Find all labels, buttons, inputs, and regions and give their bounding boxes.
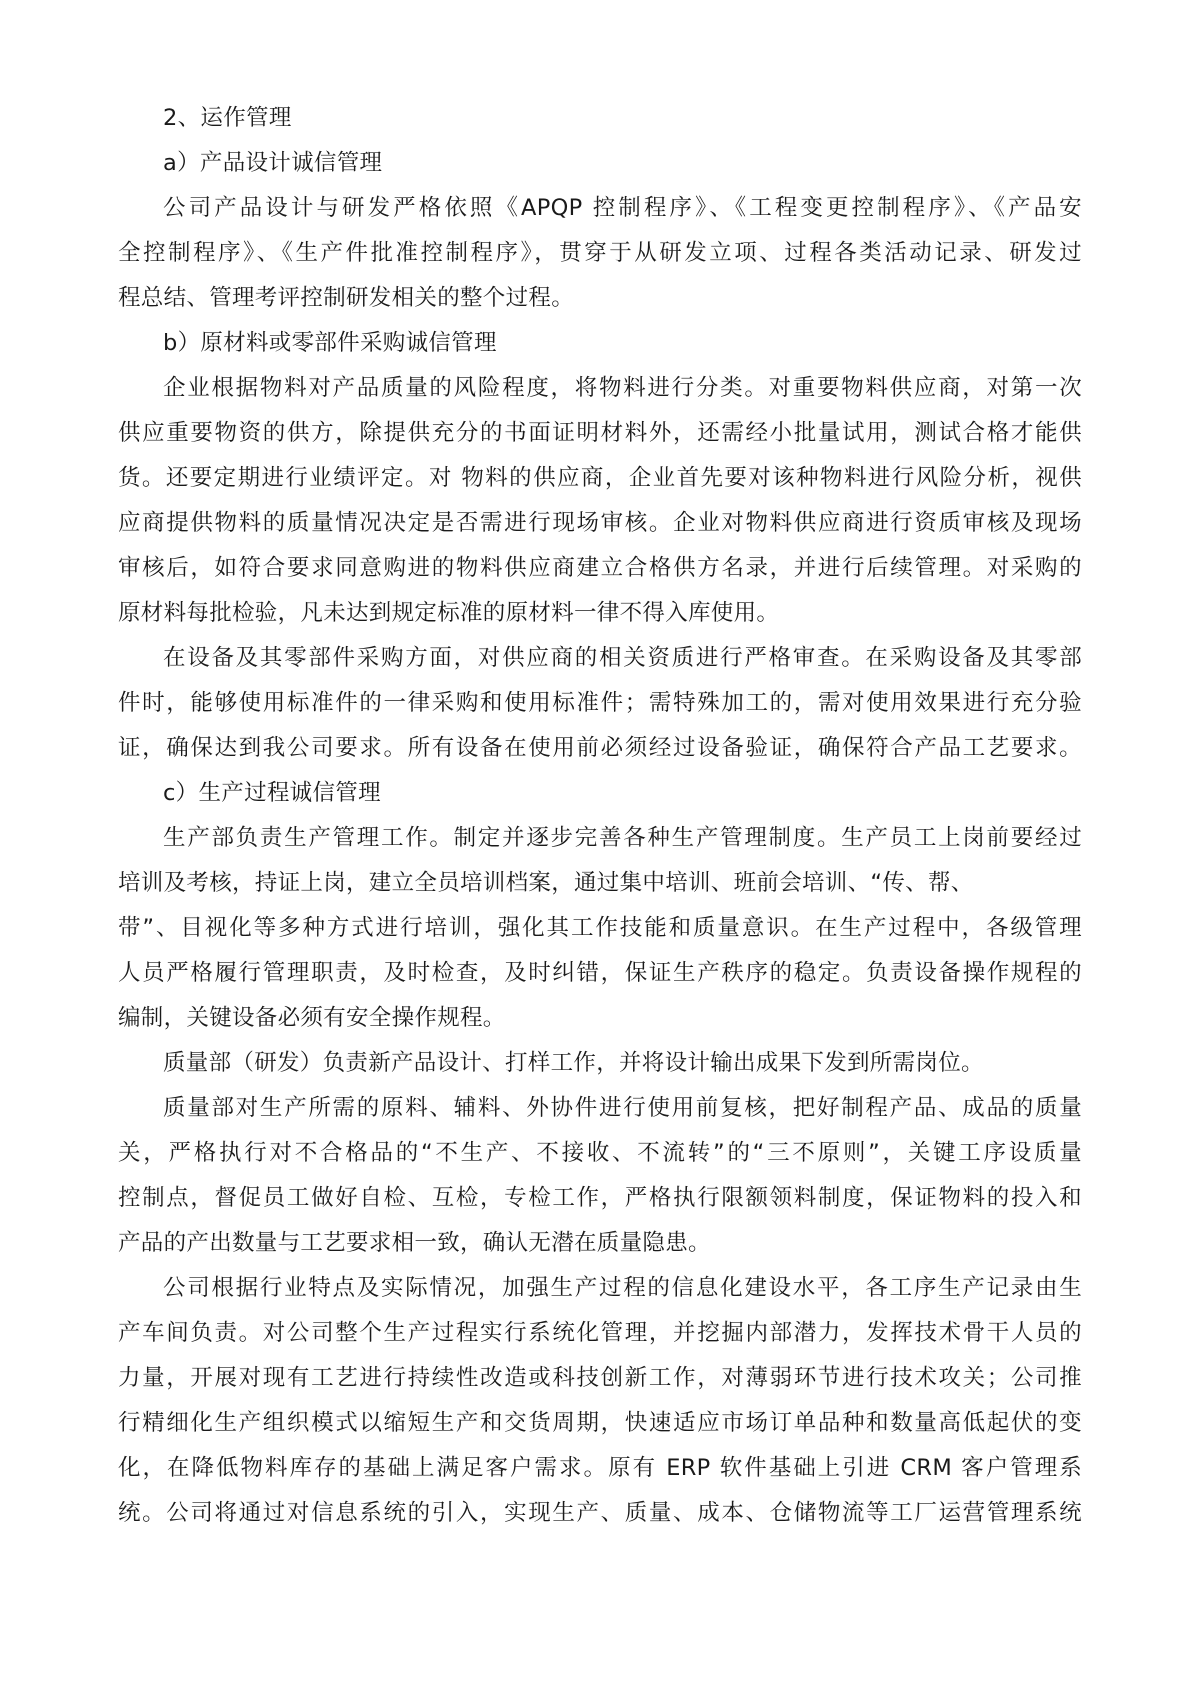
text-line: 原材料每批检验，凡未达到规定标准的原材料一律不得入库使用。: [118, 600, 780, 626]
text-line: 货。还要定期进行业绩评定。对 物料的供应商，企业首先要对该种物料进行风险分析，视供: [118, 465, 1082, 491]
text-line: 证，确保达到我公司要求。所有设备在使用前必须经过设备验证，确保符合产品工艺要求。: [118, 735, 1082, 761]
text-line: 产车间负责。对公司整个生产过程实行系统化管理，并挖掘内部潜力，发挥技术骨干人员的: [118, 1320, 1082, 1346]
text-line: b）原材料或零部件采购诚信管理: [163, 330, 497, 356]
text-line: 公司根据行业特点及实际情况，加强生产过程的信息化建设水平，各工序生产记录由生: [163, 1275, 1082, 1301]
text-line: 生产部负责生产管理工作。制定并逐步完善各种生产管理制度。生产员工上岗前要经过: [163, 825, 1082, 851]
text-line: 审核后，如符合要求同意购进的物料供应商建立合格供方名录，并进行后续管理。对采购的: [118, 555, 1082, 581]
text-line: 件时，能够使用标准件的一律采购和使用标准件；需特殊加工的，需对使用效果进行充分验: [118, 690, 1082, 716]
text-line: 化，在降低物料库存的基础上满足客户需求。原有 ERP 软件基础上引进 CRM 客户管理系: [118, 1455, 1082, 1481]
text-line: 力量，开展对现有工艺进行持续性改造或科技创新工作，对薄弱环节进行技术攻关；公司推: [118, 1365, 1082, 1391]
text-line: a）产品设计诚信管理: [163, 150, 383, 176]
text-line: c）生产过程诚信管理: [163, 780, 381, 806]
text-line: 企业根据物料对产品质量的风险程度，将物料进行分类。对重要物料供应商，对第一次: [163, 375, 1082, 401]
text-line: 控制点，督促员工做好自检、互检，专检工作，严格执行限额领料制度，保证物料的投入和: [118, 1185, 1082, 1211]
text-line: 带”、目视化等多种方式进行培训，强化其工作技能和质量意识。在生产过程中，各级管理: [118, 915, 1082, 941]
text-line: 应商提供物料的质量情况决定是否需进行现场审核。企业对物料供应商进行资质审核及现场: [118, 510, 1082, 536]
text-line: 培训及考核，持证上岗，建立全员培训档案，通过集中培训、班前会培训、“传、帮、: [118, 870, 974, 896]
text-line: 程总结、管理考评控制研发相关的整个过程。: [118, 285, 575, 311]
text-line: 公司产品设计与研发严格依照《APQP 控制程序》、《工程变更控制程序》、《产品安: [163, 195, 1082, 221]
text-line: 质量部（研发）负责新产品设计、打样工作，并将设计输出成果下发到所需岗位。: [163, 1050, 984, 1076]
text-line: 人员严格履行管理职责，及时检查，及时纠错，保证生产秩序的稳定。负责设备操作规程的: [118, 960, 1082, 986]
document-body: [118, 96, 1082, 1536]
text-line: 关，严格执行对不合格品的“不生产、不接收、不流转”的“三不原则”，关键工序设质量: [118, 1140, 1082, 1166]
text-line: 产品的产出数量与工艺要求相一致，确认无潜在质量隐患。: [118, 1230, 711, 1256]
text-line: 编制，关键设备必须有安全操作规程。: [118, 1005, 506, 1031]
text-line: 统。公司将通过对信息系统的引入，实现生产、质量、成本、仓储物流等工厂运营管理系统: [118, 1500, 1082, 1526]
text-line: 2、运作管理: [163, 105, 292, 131]
text-line: 在设备及其零部件采购方面，对供应商的相关资质进行严格审查。在采购设备及其零部: [163, 645, 1082, 671]
text-line: 行精细化生产组织模式以缩短生产和交货周期，快速适应市场订单品种和数量高低起伏的变: [118, 1410, 1082, 1436]
text-line: 质量部对生产所需的原料、辅料、外协件进行使用前复核，把好制程产品、成品的质量: [163, 1095, 1082, 1121]
text-line: 全控制程序》、《生产件批准控制程序》，贯穿于从研发立项、过程各类活动记录、研发过: [118, 240, 1082, 266]
text-line: 供应重要物资的供方，除提供充分的书面证明材料外，还需经小批量试用，测试合格才能供: [118, 420, 1082, 446]
